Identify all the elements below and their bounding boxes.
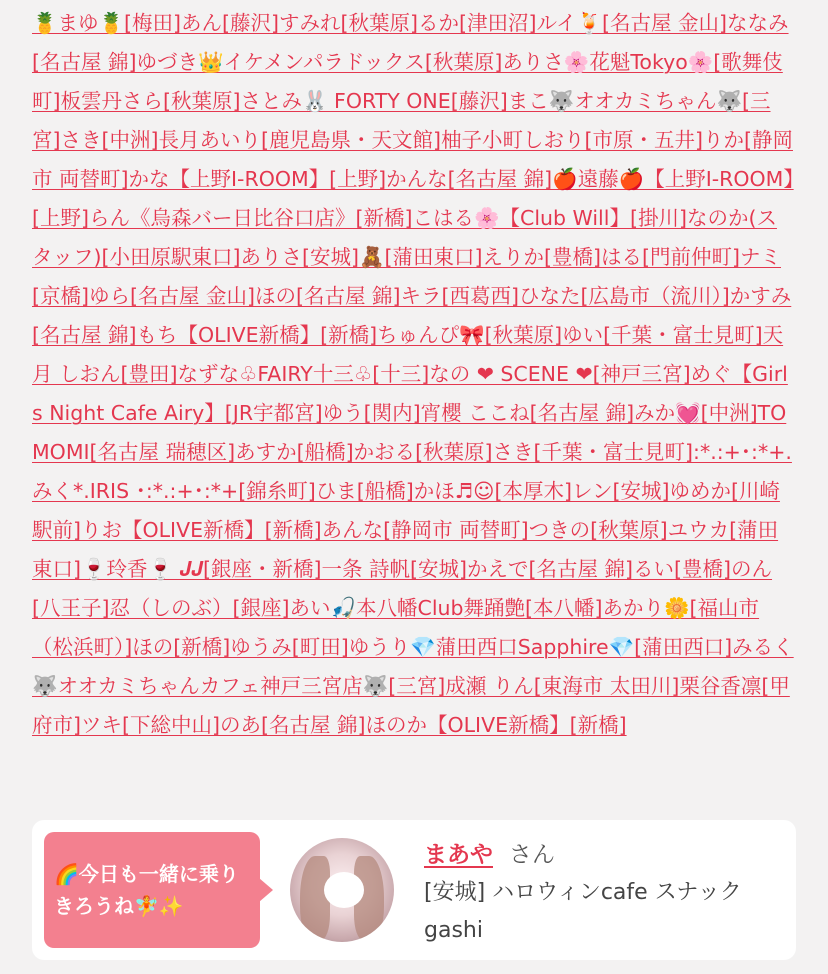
message-text: 🌈今日も一緒に乗りきろうね🧚✨ <box>54 862 239 918</box>
shop-name: [安城] ハロウィンcafe スナックgashi <box>424 880 742 943</box>
profile-card <box>32 820 796 960</box>
avatar[interactable] <box>290 838 394 942</box>
message-bubble <box>44 832 260 948</box>
avatar-face <box>324 872 364 908</box>
cast-link[interactable]: 🍍まゆ🍍[梅田]あん[藤沢]すみれ[秋葉原]るか[津田沼]ルイ🍹[名古屋 金山]ななみ[名古屋 錦]ゆづき👑イケメンパラドックス[秋葉原]ありさ🌸花魁Tokyo🌸[歌舞伎町]板雲丹さら[秋葉原]さとみ🐰 FORTY ONE[藤沢]まこ🐺オオカミちゃん🐺[三宮]さき[中洲]長月あいり[鹿児島県・天文館]柚子小町しおり[市原・五井]りか[静岡市 両替町]かな【上野I-ROOM】[上野]かんな[名古屋 錦]🍎遠藤🍎【上野I-ROOM】[上野]らん《烏森バー日比谷口店》[新橋]こはる🌸【Club Will】[掛川]なのか(スタッフ)[小田原駅東口]ありさ[安城]🧸[蒲田東口]えりか[豊橋]はる[門前仲町]ナミ[京橋]ゆら[名古屋 金山]ほの[名古屋 錦]キラ[西葛西]ひなた[広島市（流川）]かすみ[名古屋 錦]もち【OLIVE新橋】[新橋]ちゅんぴ🎀[秋葉原]ゆい[千葉・富士見町]天月 しおん[豊田]なずな♧FAIRY十三♧[十三]なの ❤ SCENE ❤[神戸三宮]めぐ【Girls Night Cafe Airy】[JR宇都宮]ゆう[関内]宵櫻 ここね[名古屋 錦]みか💓[中洲]TOMOMI[名古屋 瑞穂区]あすか[船橋]かおる[秋葉原]さき[千葉・富士見町]:*.:+･:*+. みく*.IRIS ･:*.:+･:*+[錦糸町]ひま[船橋]かほ♬☺[本厚木]レン[安城]ゆめか[川崎駅前]りお【OLIVE新橋】[新橋]あんな[静岡市 両替町]つきの[秋葉原]ユウカ[蒲田東口]🍷玲香🍷 𝑱𝑱[銀座・新橋]一条 詩帆[安城]かえで[名古屋 錦]るい[豊橋]のん[八王子]忍（しのぶ）[銀座]あい🎣本八幡Club舞踊艶[本八幡]あかり🌼[福山市（松浜町）]ほの[新橋]ゆうみ[町田]ゆうり💎蒲田西口Sapphire💎[蒲田西口]みるく🐺オオカミちゃんカフェ神戸三宮店🐺[三宮]成瀬 りん[東海市 太田川]栗谷香凛[甲府市]ツキ[下総中山]のあ[名古屋 錦]ほのか【OLIVE新橋】[新橋] <box>32 11 794 737</box>
name-suffix: さん <box>509 842 555 868</box>
profile-name-line <box>424 836 555 869</box>
cast-link-list <box>32 4 794 745</box>
profile-name-link[interactable]: まあや <box>424 842 493 868</box>
